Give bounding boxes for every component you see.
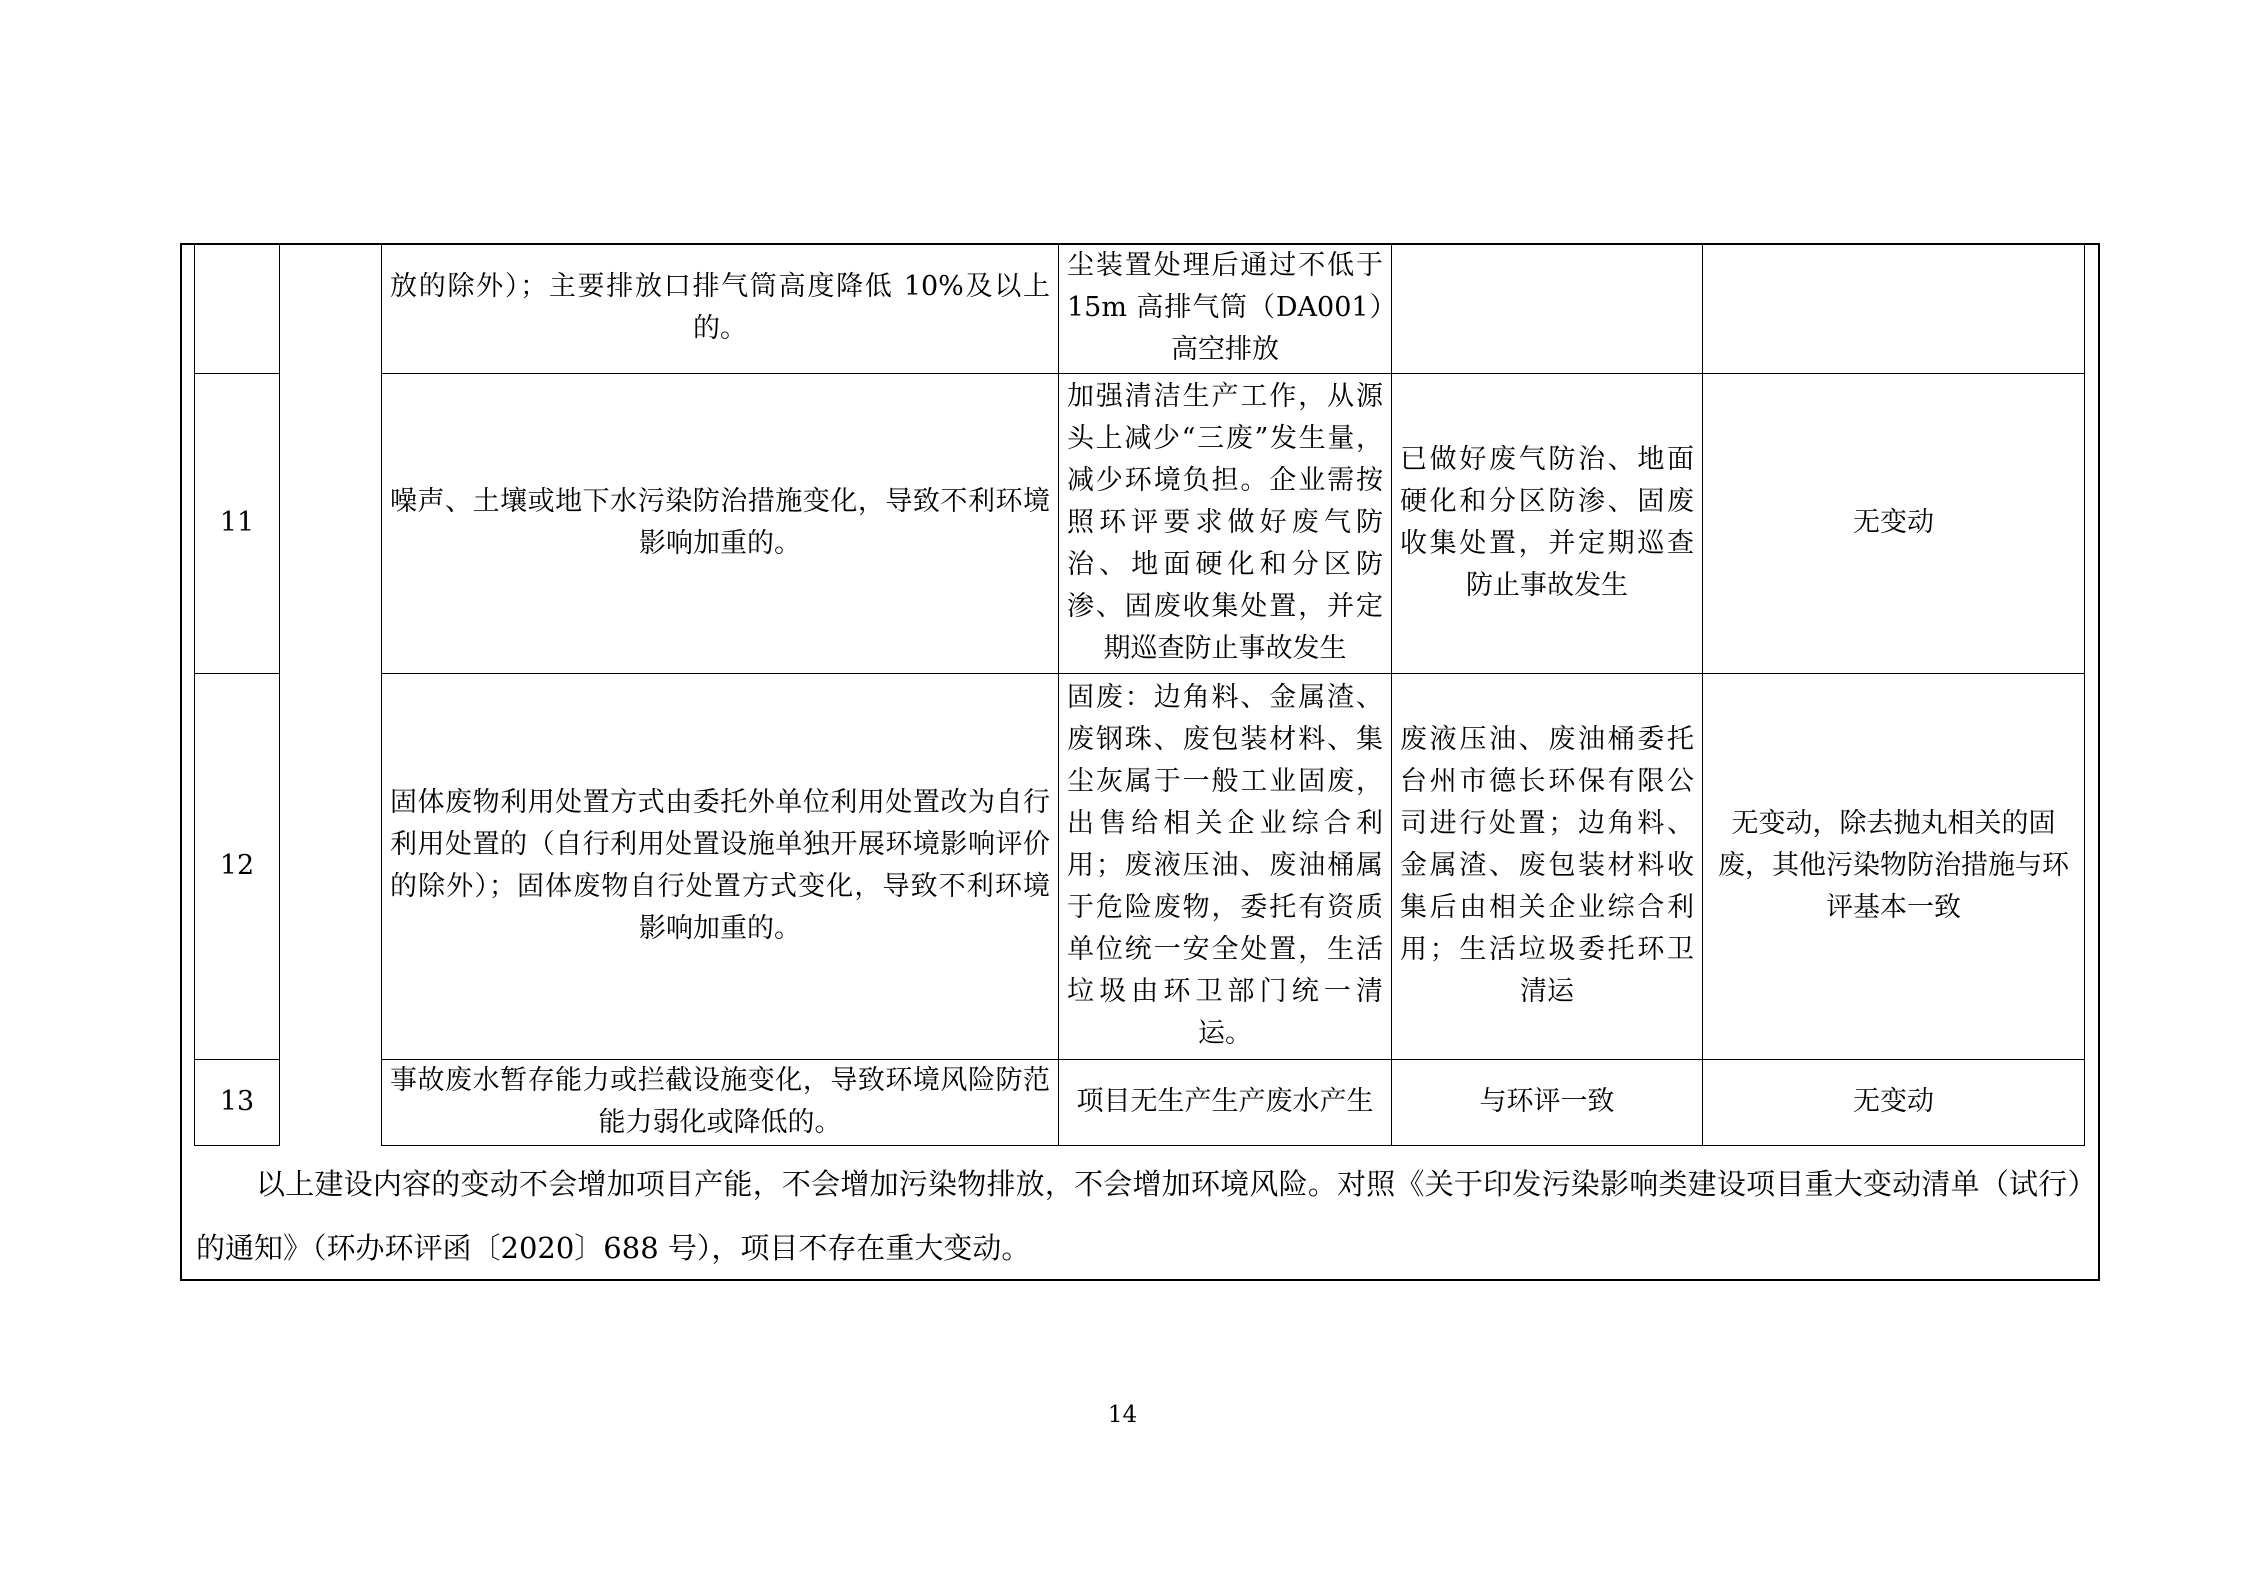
change-result: 无变动 [1703,1059,2085,1145]
row-number: 12 [195,673,280,1059]
change-result [1703,243,2085,373]
change-result: 无变动 [1703,373,2085,673]
actual-status: 废液压油、废油桶委托台州市德长环保有限公司进行处置；边角料、金属渣、废包装材料收集后由相关企业综合利用；生活垃圾委托环卫清运 [1392,673,1703,1059]
eia-requirement: 加强清洁生产工作，从源头上减少“三废”发生量，减少环境负担。企业需按照环评要求做好废气防治、地面硬化和分区防渗、固废收集处置，并定期巡查防止事故发生 [1059,373,1392,673]
eia-requirement: 尘装置处理后通过不低于 15m 高排气筒（DA001）高空排放 [1059,243,1392,373]
row-number [195,243,280,373]
row-number: 11 [195,373,280,673]
summary-paragraph: 以上建设内容的变动不会增加项目产能，不会增加污染物排放，不会增加环境风险。对照《关于印发污染影响类建设项目重大变动清单（试行）的通知》（环办环评函〔2020〕688 号），项目不存在重大变动。 [196,1167,2082,1265]
table-row [195,373,2085,673]
table-row [195,673,2085,1059]
actual-status [1392,243,1703,373]
change-condition: 放的除外）；主要排放口排气筒高度降低 10%及以上的。 [382,243,1059,373]
change-assessment-table [194,243,2085,1146]
eia-requirement: 项目无生产生产废水产生 [1059,1059,1392,1145]
actual-status: 已做好废气防治、地面硬化和分区防渗、固废收集处置，并定期巡查防止事故发生 [1392,373,1703,673]
change-condition: 噪声、土壤或地下水污染防治措施变化，导致不利环境影响加重的。 [382,373,1059,673]
change-result: 无变动，除去抛丸相关的固废，其他污染物防治措施与环评基本一致 [1703,673,2085,1059]
eia-requirement: 固废：边角料、金属渣、废钢珠、废包装材料、集尘灰属于一般工业固废，出售给相关企业综合利用；废液压油、废油桶属于危险废物，委托有资质单位统一安全处置，生活垃圾由环卫部门统一清运。 [1059,673,1392,1059]
category-cell [280,243,382,1145]
actual-status: 与环评一致 [1392,1059,1703,1145]
change-condition: 事故废水暂存能力或拦截设施变化，导致环境风险防范能力弱化或降低的。 [382,1059,1059,1145]
table-row [195,1059,2085,1145]
change-condition: 固体废物利用处置方式由委托外单位利用处置改为自行利用处置的（自行利用处置设施单独开展环境影响评价的除外）；固体废物自行处置方式变化，导致不利环境影响加重的。 [382,673,1059,1059]
page-number: 14 [1107,1402,1138,1428]
table-row [195,243,2085,373]
row-number: 13 [195,1059,280,1145]
